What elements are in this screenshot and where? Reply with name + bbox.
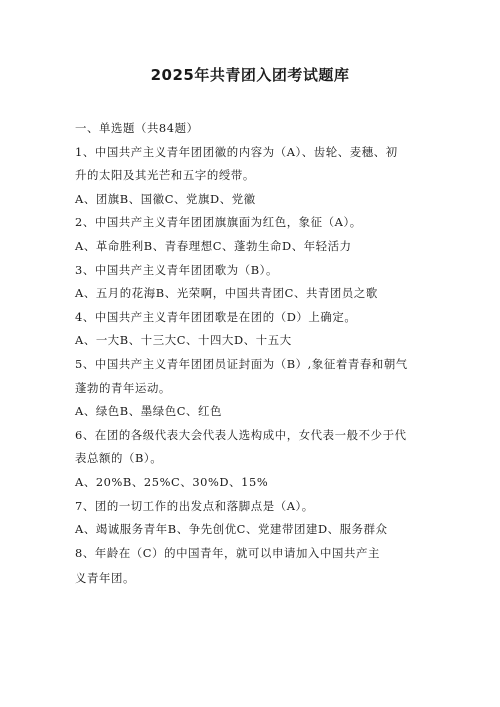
question-6-options: A、20%B、25%C、30%D、15% [75, 474, 269, 489]
document-title: 2025年共青团入团考试题库 [150, 66, 350, 84]
question-8-line-2: 义青年团。 [75, 571, 135, 586]
question-7: 7、团的一切工作的出发点和落脚点是（A）。 [75, 498, 314, 513]
section-heading: 一、单选题（共84题） [75, 121, 199, 135]
document-body [75, 117, 431, 591]
question-1-line-1: 1、中国共产主义青年团团徽的内容为（A）、齿轮、麦穗、初 [75, 144, 398, 159]
question-8-line-1: 8、年龄在（C）的中国青年，就可以申请加入中国共产主 [75, 545, 380, 560]
question-4-options: A、一大B、十三大C、十四大D、十五大 [75, 333, 292, 348]
question-5-options: A、绿色B、墨绿色C、红色 [75, 404, 223, 419]
question-3-options: A、五月的花海B、光荣啊，中国共青团C、共青团员之歌 [75, 286, 378, 301]
question-3: 3、中国共产主义青年团团歌为（B）。 [75, 262, 278, 277]
question-5-line-2: 蓬勃的青年运动。 [75, 380, 171, 395]
question-5-line-1: 5、中国共产主义青年团团员证封面为（B）,象征着青春和朝气 [75, 356, 408, 371]
question-2-options: A、革命胜利B、青春理想C、蓬勃生命D、年轻活力 [75, 238, 352, 253]
question-4: 4、中国共产主义青年团团歌是在团的（D）上确定。 [75, 309, 357, 324]
question-7-options: A、竭诚服务青年B、争先创优C、党建带团建D、服务群众 [75, 522, 388, 537]
question-2: 2、中国共产主义青年团团旗旗面为红色，象征（A）。 [75, 215, 362, 230]
question-1-line-2: 升的太阳及其光芒和五字的绶带。 [75, 168, 255, 183]
question-6-line-2: 表总额的（B）。 [75, 451, 163, 466]
question-6-line-1: 6、在团的各级代表大会代表人选构成中，女代表一般不少于代 [75, 427, 407, 442]
question-1-options: A、团旗B、国徽C、党旗D、党徽 [75, 191, 256, 206]
